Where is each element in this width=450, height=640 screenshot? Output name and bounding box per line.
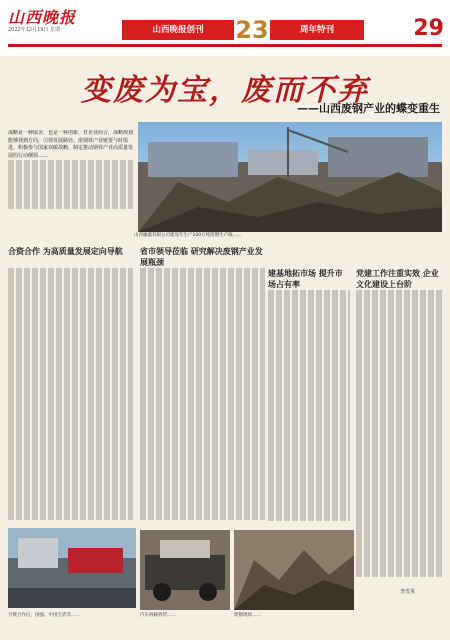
car-dismantling-photo xyxy=(140,530,230,610)
bottom-photo-middle xyxy=(140,530,230,610)
bottom-caption-middle: 汽车拆解拆装…… xyxy=(140,613,176,618)
section-title-4: 党建工作注重实效 企业文化建设上台阶 xyxy=(356,269,439,289)
column-1-body xyxy=(8,268,133,568)
main-photo xyxy=(138,122,442,232)
header-rule xyxy=(8,44,442,47)
section-title-2: 省市领导莅临 研究解决废钢产业发展瓶颈 xyxy=(140,247,263,267)
lead-text: 战略是一种取舍，也是一种创新，对企业而言，战略规划能够找到方向，引领发展路径。废钢铁产业链要与时俱进，积极参与国家双碳战略，制定推动钢铁产业高质量发展的行动纲领…… xyxy=(8,130,133,159)
article-lead xyxy=(8,130,133,230)
bottom-photo-left xyxy=(8,528,136,608)
scrap-pile-photo xyxy=(234,530,354,610)
factory-photo xyxy=(8,528,136,608)
section-title-1: 合资合作 为高质量发展定向导航 xyxy=(8,247,123,256)
anniversary-number: 23 xyxy=(235,16,269,44)
page-number: 29 xyxy=(413,16,444,41)
bottom-photo-right xyxy=(234,530,354,610)
column-4-body xyxy=(356,290,442,582)
anniversary-banner-left: 山西晚报创刊 xyxy=(122,20,234,40)
section-title-3: 建基地拓市场 提升市场占有率 xyxy=(268,269,343,289)
page-header xyxy=(0,0,450,56)
article-headline: 变废为宝，废而不弃 xyxy=(81,73,369,108)
newspaper-logo: 山西晚报 xyxy=(8,8,77,27)
bottom-caption-left: 合资合作后，国强、中国宝武等…… xyxy=(8,613,80,618)
column-3-body xyxy=(268,290,350,525)
author-name: 李雪英 xyxy=(400,589,416,595)
issue-date: 2022年12月19日 星期一 xyxy=(8,27,66,33)
article-subhead: ——山西废钢产业的蝶变重生 xyxy=(297,102,440,115)
anniversary-banner-right: 周年特刊 xyxy=(270,20,364,40)
column-2-body xyxy=(140,268,265,528)
scrap-yard-photo xyxy=(138,122,442,232)
bottom-caption-right: 废钢现场…… xyxy=(234,613,261,618)
main-photo-caption: 山西廉鑫有限公司建设年生产100万吨废钢生产线…… xyxy=(134,233,242,238)
